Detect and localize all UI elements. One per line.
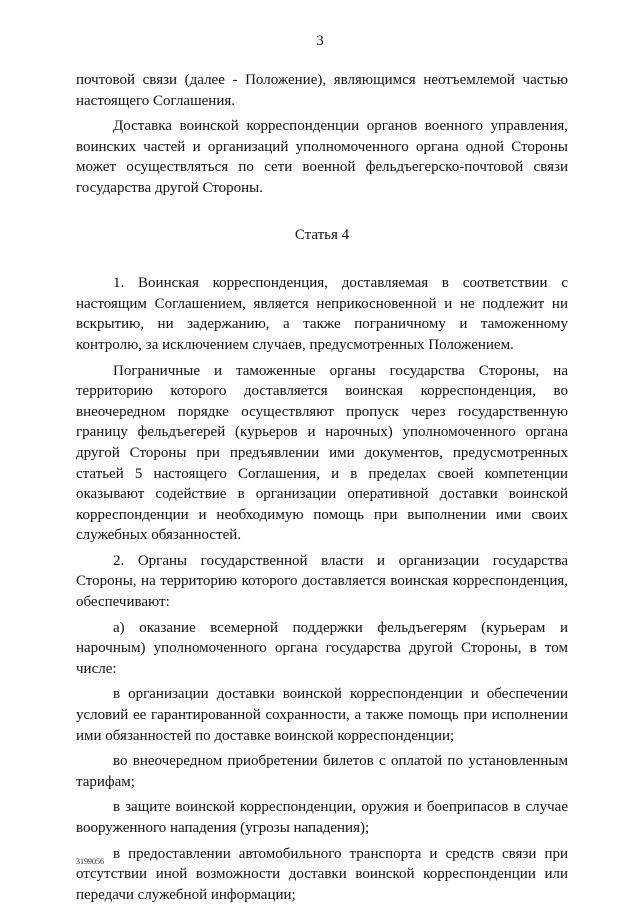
paragraph: во внеочередном приобретении билетов с оплатой по установленным тарифам; (76, 753, 568, 790)
article-heading: Статья 4 (294, 226, 350, 243)
paragraph: почтовой связи (далее - Положение), являющимся неотъемлемой частью настоящего Соглашения. (76, 72, 568, 109)
paragraph: а) оказание всемерной поддержки фельдъегерям (курьерам и нарочным) уполномоченного органа государства другой Стороны, в том числе: (76, 619, 568, 677)
paragraph: Пограничные и таможенные органы государства Стороны, на территорию которого доставляется воинская корреспонденция, во внеочередном порядке осуществляют пропуск через государственную границу фельдъегерей (курьеров и нарочных) уполномоченного органа другой Стороны при предъявлении ими документов, предусмотренных статьей 5 настоящего Соглашения, и в пределах своей компетенции оказывают содействие в организации оперативной доставки воинской корреспонденции и необходимую помощь при выполнении ими своих служебных обязанностей. (76, 362, 568, 544)
paragraph: 1. Воинская корреспонденция, доставляемая в соответствии с настоящим Соглашением, является неприкосновенной и не подлежит ни вскрытию, ни задержанию, а также пограничному и таможенному контролю, за исключением случаев, предусмотренных Положением. (76, 275, 568, 353)
paragraph: 2. Органы государственной власти и организации государства Стороны, на территорию которого доставляется воинская корреспонденция, обеспечивают: (76, 552, 568, 611)
paragraph: Доставка воинской корреспонденции органов военного управления, воинских частей и организаций уполномоченного органа одной Стороны может осуществляться по сети военной фельдъегерско-почтовой связи государства другой Стороны. (76, 118, 568, 196)
paragraph: в организации доставки воинской корреспонденции и обеспечении условий ее гарантированной сохранности, а также помощь при исполнении ими обязанностей по доставке воинской корреспонденции; (76, 686, 568, 744)
document-body (76, 70, 568, 910)
document-code: 3199056 (76, 857, 104, 866)
paragraph: в предоставлении автомобильного транспорта и средств связи при отсутствии иной возможности доставки воинской корреспонденции или передачи служебной информации; (76, 845, 568, 903)
page-number: 3 (316, 33, 324, 49)
paragraph: в защите воинской корреспонденции, оружия и боеприпасов в случае вооруженного нападения (угрозы нападения); (76, 799, 568, 836)
